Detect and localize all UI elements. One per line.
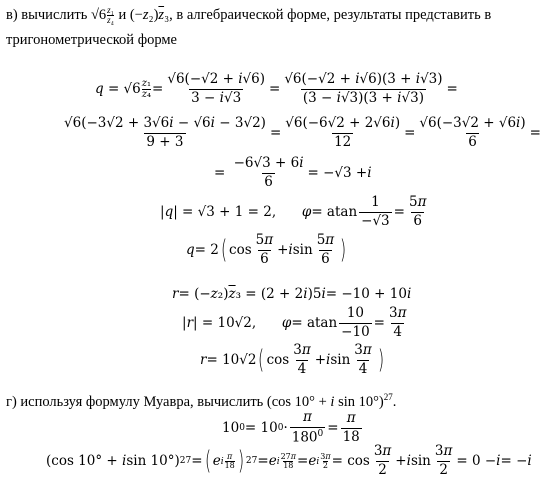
q-trig-form: q = 2 ( cos $\frac{5\pi}{6}$ + i sin $\frac{5\pi}{6}$ ) [186, 231, 347, 267]
q-eq-line3: = $\frac{-6√3 + 6i}{6}$ = −√3 + i [214, 154, 372, 190]
task-g-tail: sin 10°) [334, 393, 384, 410]
task-v-text [6, 6, 491, 25]
r-trig-form: r = 10√2 ( cos $\frac{3\pi}{4}$ + i sin $\frac{3\pi}{4}$ ) [200, 341, 384, 377]
degree-conversion: 10 0 = 10 0 · $\frac{\pi}{180^0}$ = $\frac{\pi}{18}$ [222, 409, 360, 446]
task-g-end: . [392, 393, 397, 410]
task-g-prefix: г) используя формулу Муавра, вычислить (cos 10° + [6, 393, 331, 410]
q-eq-line1: q = √6 z₁ z₄ = $\frac{√6(-√2 + i√6)}{3 - i√3}$ = $\frac{√6(-√2 + i√6)(3 + i√3)}{(3 - i√3)(3 + i√3)}$ = [95, 70, 458, 106]
r-modulus-line: | r | = 10√2, φ = atan $\frac{10}{-10}$ = $\frac{3\pi}{4}$ [182, 304, 407, 340]
task-v-and: и [118, 6, 127, 23]
task-v-expr2: $(-z_2)\overline{z}_3$ [129, 6, 170, 23]
task-g-text: г) используя формулу Муавра, вычислить (cos 10° + i sin 10°)$^{27}$. [6, 392, 397, 410]
task-v-tail: , в алгебраической форме, результаты представить в [169, 6, 492, 23]
task-v-expr: √6 $\frac{\text{z₁}}{\text{z₄}}$ [90, 5, 114, 25]
q-eq-line2: $\frac{√6(-3√2 + 3√6i - √6i - 3√2)}{9 + 3}$ = $\frac{√6(-6√2 + 2√6i)}{12}$ = $\frac{√6(-3√2 + √6i)}{6}$ = [64, 114, 541, 150]
task-v-line2: тригонометрической форме [6, 32, 177, 48]
task-g-exp: 27 [383, 392, 393, 402]
moivre-result: (cos 10° + i sin 10°) 27 = ( e i $\frac{\pi}{18}$ ) 27 = e i $\frac{27\pi}{18}$ = e i $\frac{3\pi}{2}$ = cos $\frac{3\pi}{2}$ + i sin $\frac{3\pi}{2}$ = 0 − i = − i [46, 442, 532, 478]
task-v-line1: в) вычислить [6, 6, 88, 23]
q-modulus-line: | q | = √3 + 1 = 2, φ = atan $\frac{1}{-√3}$ = $\frac{5\pi}{6}$ [160, 193, 427, 229]
r-eq-line: r = (− z ₂) $\overline{z}$ ₃ = (2 + 2 i )5 i = −10 + 10 i [172, 286, 412, 302]
